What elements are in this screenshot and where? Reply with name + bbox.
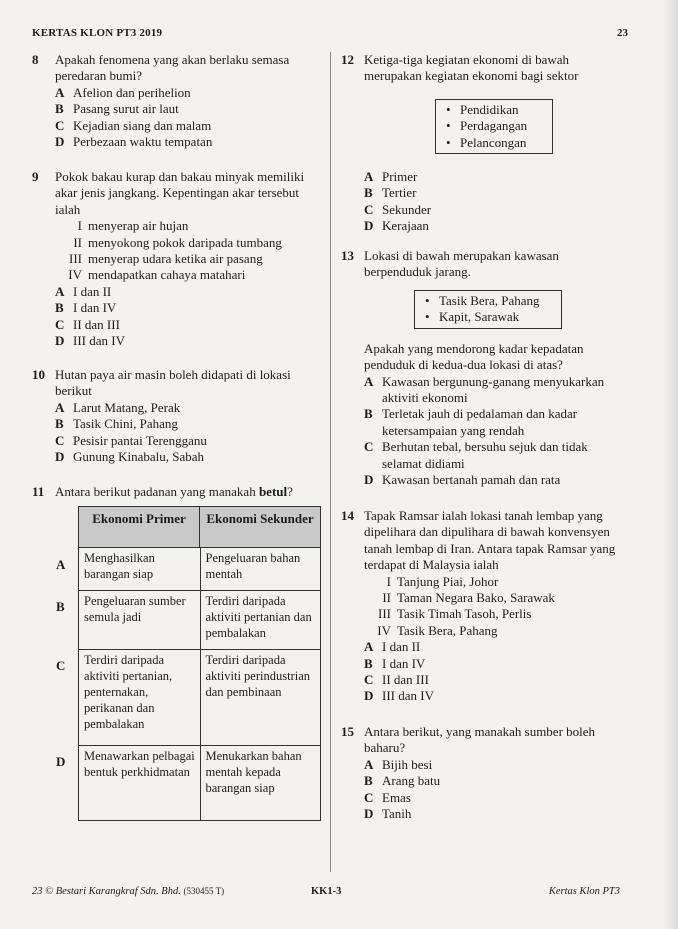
- question-number: 10: [32, 367, 45, 382]
- list-item: • Tasik Bera, Pahang: [425, 293, 540, 308]
- header-sekunder: Ekonomi Sekunder: [199, 507, 320, 547]
- publisher-credit: 23 © Bestari Karangkraf Sdn. Bhd. (530455 T): [32, 886, 225, 897]
- option-d[interactable]: D Perbezaan waktu tempatan: [55, 134, 213, 150]
- option-a[interactable]: A Kawasan bergunung-ganang menyukarkan aktiviti ekonomi: [364, 373, 605, 406]
- paper-title: KERTAS KLON PT3 2019: [32, 27, 163, 39]
- option-list: [55, 284, 322, 350]
- question-9: [32, 169, 322, 349]
- statement-iv: IV mendapatkan cahaya matahari: [68, 267, 246, 283]
- option-a[interactable]: A Afelion dan perihelion: [55, 84, 191, 100]
- option-d[interactable]: D III dan IV: [55, 333, 125, 349]
- cell-primer: Menawarkan pelbagai bentuk perkhidmatan: [84, 749, 195, 779]
- option-list: [364, 374, 628, 489]
- table-header: [79, 507, 320, 548]
- option-d[interactable]: D Gunung Kinabalu, Sabah: [55, 449, 205, 465]
- question-13: [341, 248, 628, 488]
- option-a[interactable]: A Larut Matang, Perak: [55, 399, 181, 415]
- statement-list: [341, 574, 628, 640]
- bullet-icon: •: [446, 134, 451, 150]
- option-c[interactable]: C Kejadian siang dan malam: [55, 117, 212, 133]
- table-row[interactable]: [79, 650, 320, 746]
- question-stem: Antara berikut, yang manakah sumber boleh baharu?: [364, 724, 596, 756]
- option-a[interactable]: A Bijih besi: [364, 756, 433, 772]
- question-prompt: Apakah yang mendorong kadar kepadatan penduduk di kedua-dua lokasi di atas?: [364, 340, 584, 373]
- question-stem: Tapak Ramsar ialah lokasi tanah lembap yang dipelihara dan dipulihara di bawah konvensyen tanah lembap di Iran. Antara tapak Ramsar yang terdapat di Malaysia ialah: [364, 508, 616, 573]
- option-a[interactable]: A I dan II: [55, 283, 112, 299]
- question-stem: Pokok bakau kurap dan bakau minyak memiliki akar jenis jangkang. Kepentingan akar tersebut ialah: [55, 169, 305, 217]
- list-item: • Pelancongan: [446, 134, 527, 150]
- bullet-icon: •: [446, 118, 451, 134]
- cell-sekunder: Terdiri daripada aktiviti pertanian dan pembalakan: [200, 591, 321, 649]
- statement-ii: II menyokong pokok daripada tumbang: [73, 234, 282, 250]
- question-stem: Ketiga-tiga kegiatan ekonomi di bawah merupakan kegiatan ekonomi bagi sektor: [364, 52, 579, 84]
- question-stem: Apakah fenomena yang akan berlaku semasa peredaran bumi?: [55, 52, 290, 84]
- location-list-box: [414, 290, 562, 329]
- option-c[interactable]: C Berhutan tebal, bersuhu sejuk dan tidak selamat didiami: [364, 439, 588, 471]
- cell-primer: Terdiri daripada aktiviti pertanian, penternakan, perikanan dan pembalakan: [84, 653, 173, 731]
- option-list: [55, 400, 322, 466]
- question-number: 11: [32, 484, 45, 499]
- statement-i: I Tanjung Piai, Johor: [386, 573, 499, 589]
- footer-series: Kertas Klon PT3: [548, 886, 620, 897]
- table-row[interactable]: [79, 591, 320, 650]
- statement-iii: III menyerap udara ketika air pasang: [69, 251, 263, 267]
- option-b[interactable]: B Tasik Chini, Pahang: [55, 416, 178, 432]
- option-list: [364, 169, 628, 235]
- statement-iv: IV Tasik Bera, Pahang: [377, 622, 498, 638]
- table-row[interactable]: [79, 548, 320, 591]
- option-c[interactable]: C II dan III: [55, 316, 120, 332]
- bullet-icon: •: [446, 102, 451, 117]
- question-stem: Lokasi di bawah merupakan kawasan berpenduduk jarang.: [364, 248, 559, 280]
- statement-i: I menyerap air hujan: [77, 218, 189, 234]
- cell-primer: Menghasilkan barangan siap: [84, 551, 155, 581]
- option-list: [55, 85, 322, 151]
- option-d[interactable]: D Tanih: [364, 806, 412, 822]
- cell-primer: Pengeluaran sumber semula jadi: [84, 594, 186, 624]
- cell-sekunder: Pengeluaran bahan mentah: [200, 548, 321, 590]
- column-divider: [330, 52, 331, 872]
- bullet-icon: •: [425, 293, 430, 308]
- row-letter-c[interactable]: C: [56, 658, 66, 673]
- option-d[interactable]: D III dan IV: [364, 688, 434, 704]
- question-14: [341, 508, 628, 705]
- cell-sekunder: Terdiri daripada aktiviti perindustrian dan pembinaan: [200, 650, 321, 745]
- option-b[interactable]: B Tertier: [364, 185, 417, 201]
- list-item: • Pendidikan: [446, 102, 519, 117]
- emphasis-word: betul: [258, 484, 288, 499]
- page-edge-shadow: [664, 0, 678, 929]
- question-stem: Antara berikut padanan yang manakah betul?: [55, 484, 293, 499]
- option-a[interactable]: A Primer: [364, 168, 418, 184]
- statement-iii: III Tasik Timah Tasoh, Perlis: [378, 606, 532, 622]
- option-list: [364, 757, 628, 823]
- option-list: [364, 639, 628, 705]
- question-number: 8: [32, 52, 39, 67]
- row-letter-a[interactable]: A: [56, 557, 66, 572]
- table-grid: [78, 506, 321, 821]
- question-12: [341, 52, 628, 234]
- option-b[interactable]: B Pasang surut air laut: [55, 101, 179, 117]
- option-d[interactable]: D Kerajaan: [364, 218, 429, 234]
- option-c[interactable]: C Sekunder: [364, 201, 432, 217]
- question-number: 9: [32, 169, 39, 184]
- cell-sekunder: Menukarkan bahan mentah kepada barangan siap: [200, 746, 321, 820]
- question-stem: Hutan paya air masin boleh didapati di lokasi berikut: [55, 367, 291, 399]
- activity-list-box: [435, 99, 553, 154]
- bullet-icon: •: [425, 309, 430, 325]
- option-c[interactable]: C Pesisir pantai Terengganu: [55, 432, 207, 448]
- question-number: 15: [341, 724, 354, 739]
- row-letter-d[interactable]: D: [56, 754, 66, 769]
- option-c[interactable]: C Emas: [364, 789, 411, 805]
- option-b[interactable]: B Terletak jauh di pedalaman dan kadar ketersampaian yang rendah: [364, 406, 578, 438]
- list-item: • Perdagangan: [446, 118, 528, 134]
- question-15: [341, 724, 628, 822]
- statement-list: [32, 218, 322, 284]
- statement-ii: II Taman Negara Bako, Sarawak: [382, 590, 555, 606]
- option-b[interactable]: B I dan IV: [364, 655, 426, 671]
- question-10: [32, 367, 322, 465]
- option-c[interactable]: C II dan III: [364, 672, 429, 688]
- option-d[interactable]: D Kawasan bertanah pamah dan rata: [364, 472, 561, 488]
- page-number: 23: [617, 27, 628, 39]
- question-8: [32, 52, 322, 150]
- question-11: [32, 484, 322, 795]
- option-a[interactable]: A I dan II: [364, 639, 421, 655]
- list-item: • Kapit, Sarawak: [425, 309, 520, 325]
- paper-code: KK1-3: [311, 886, 342, 897]
- option-b[interactable]: B I dan IV: [55, 300, 117, 316]
- table-row[interactable]: [79, 746, 320, 820]
- question-number: 12: [341, 52, 354, 67]
- header-primer: Ekonomi Primer: [92, 511, 186, 526]
- row-letter-b[interactable]: B: [56, 599, 65, 614]
- option-b[interactable]: B Arang batu: [364, 773, 441, 789]
- registration-number: (530455 T): [183, 886, 225, 896]
- question-number: 13: [341, 248, 354, 263]
- question-number: 14: [341, 508, 354, 523]
